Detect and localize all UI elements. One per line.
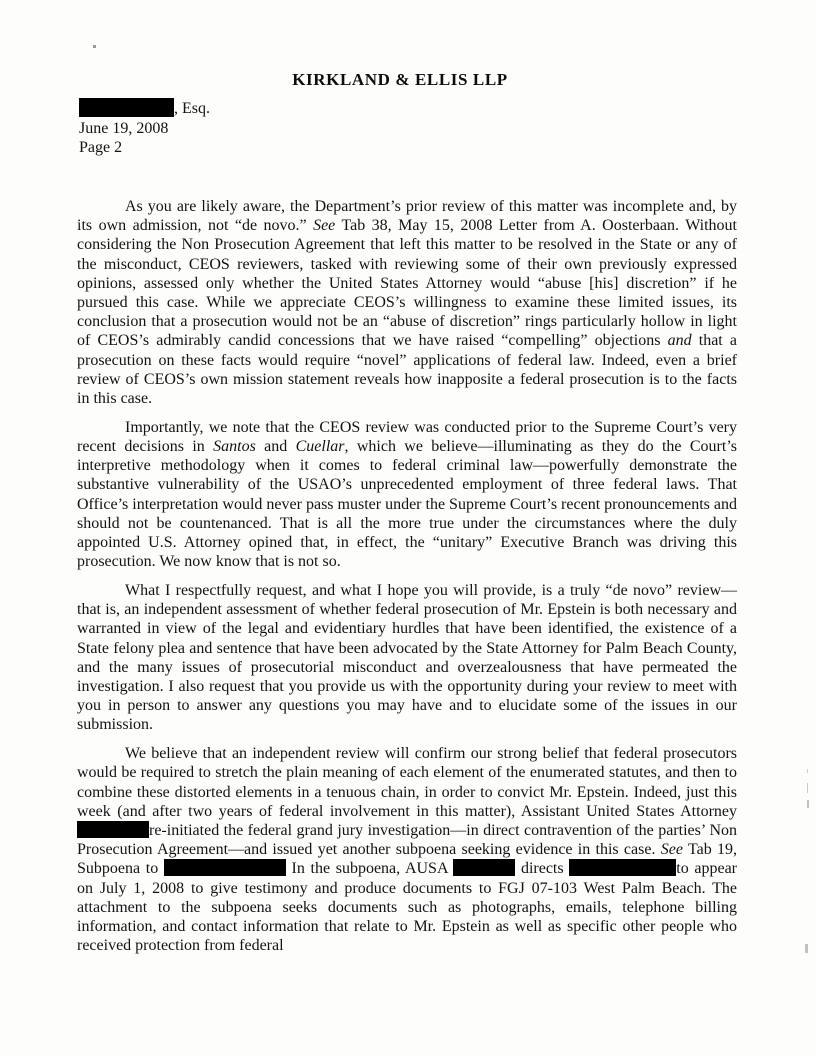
text-segment: that a prosecution on these facts would require “novel” applications of federal law. Indeed, even a brief review of CEOS’s own mission statement reveals how inapposite a federal prosecution is to the facts in this case.	[77, 332, 738, 408]
redaction-bar	[79, 98, 174, 117]
text-segment: As you are likely aware, the Department’s prior review of this matter was incomplete and, by its own admission, not “de novo.”	[77, 198, 737, 235]
page-number: Page 2	[79, 139, 123, 156]
text-segment: directs	[515, 860, 570, 878]
letter-date: June 19, 2008	[79, 119, 169, 137]
body-paragraph	[77, 744, 737, 955]
text-segment: to appear on July 1, 2008 to give testimony and produce documents to FGJ 07-103 West Palm Beach. The attachment to the subpoena seeks documents such as photographs, emails, telephone billing information, and contact information that relate to Mr. Epstein as well as specific other people who received protection from federal	[77, 860, 738, 955]
text-segment: Tab 38, May 15, 2008 Letter from A. Oosterbaan. Without considering the Non Prosecution Agreement that left this matter to be resolved in the State or any of the misconduct, CEOS reviewers, tasked with reviewing some of their own previously expressed opinions, assessed only whether the United States Attorney would “abuse [his] discretion” if he pursued this case. While we appreciate CEOS’s willingness to examine these limited issues, its conclusion that a prosecution would not be an “abuse of discretion” rings particularly hollow in light of CEOS’s admirably candid concessions that we have raised “compelling” objections	[77, 217, 738, 350]
scan-artifact	[93, 45, 96, 48]
scan-artifact	[805, 944, 808, 953]
text-segment: See	[313, 217, 336, 235]
redaction-bar	[164, 859, 286, 876]
letterhead-firm-name: KIRKLAND & ELLIS LLP	[292, 70, 508, 89]
redaction-bar	[569, 859, 676, 876]
text-segment: and	[255, 438, 296, 456]
recipient-block	[79, 98, 210, 158]
body-paragraph	[77, 581, 737, 735]
body-paragraph	[77, 418, 737, 572]
redaction-bar	[77, 821, 149, 838]
text-segment: , which we believe—illuminating as they do the Court’s interpretive methodology when it comes to federal criminal law—powerfully demonstrate the substantive vulnerability of the USAO’s unprecedented employment of three federal laws. That Office’s interpretation would never pass muster under the Supreme Court’s recent pronouncements and should not be countenanced. That is all the more true under the circumstances where the duly appointed U.S. Attorney opined that, in effect, the “unitary” Executive Branch was driving this prosecution. We now know that is not so.	[77, 438, 737, 571]
scan-artifact	[807, 800, 809, 808]
scan-artifact	[807, 769, 808, 773]
text-segment: Santos	[213, 438, 256, 456]
redaction-bar	[453, 859, 515, 876]
text-segment: What I respectfully request, and what I hope you will provide, is a truly “de novo” review—that is, an independent assessment of whether federal prosecution of Mr. Epstein is both necessary and warranted in view of the legal and evidentiary hurdles that have been identified, the existence of a State felony plea and sentence that have been advocated by the State Attorney for Palm Beach County, and the many issues of prosecutorial misconduct and overzealousness that have permeated the investigation. I also request that you provide us with the opportunity during your review to meet with you in person to answer any questions you may have and to elucidate some of the issues in our submission.	[77, 582, 737, 734]
text-segment: In the subpoena, AUSA	[285, 860, 454, 878]
text-segment: and	[667, 332, 692, 350]
body-paragraph	[77, 197, 737, 408]
text-segment: We believe that an independent review will confirm our strong belief that federal prosecutors would be required to stretch the plain meaning of each element of the enumerated statutes, and then to combine these distorted elements in a tenuous chain, in order to convict Mr. Epstein. Indeed, just this week (and after two years of federal involvement in this matter), Assistant United States Attorney	[77, 745, 737, 820]
text-segment: Cuellar	[295, 438, 345, 456]
text-segment: re-initiated the federal grand jury investigation—in direct contravention of the parties’ Non Prosecution Agreement—and issued yet another subpoena seeking evidence in this case.	[77, 822, 737, 859]
scan-artifact	[807, 783, 808, 793]
text-segment: Importantly, we note that the CEOS review was conducted prior to the Supreme Court’s very recent decisions in	[77, 418, 737, 456]
text-segment: Tab 19, Subpoena to	[77, 841, 738, 878]
letter-body	[77, 197, 737, 965]
text-segment: See	[660, 841, 683, 859]
recipient-name-line	[79, 98, 210, 119]
recipient-name-suffix: , Esq.	[174, 100, 210, 117]
